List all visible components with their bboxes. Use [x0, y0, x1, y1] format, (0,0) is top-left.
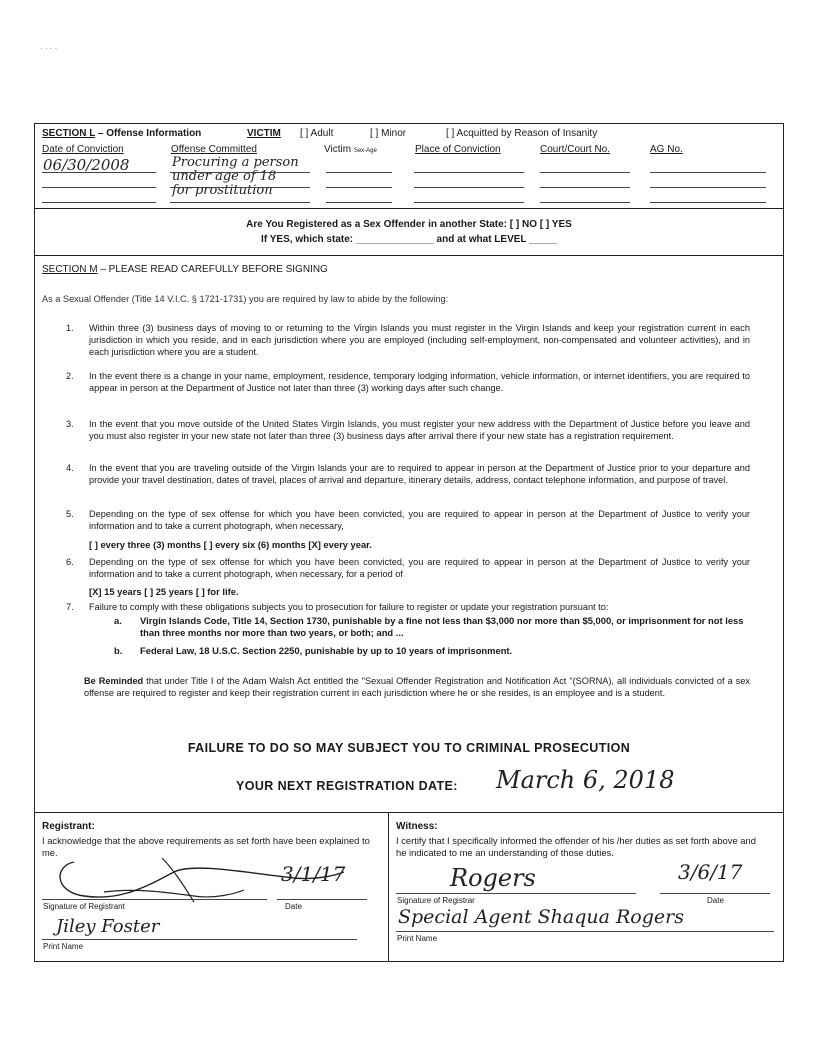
- col-ag-no: AG No.: [650, 144, 683, 155]
- section-m-intro: As a Sexual Offender (Title 14 V.I.C. § 1721-1731) you are required by law to abide by the following:: [42, 294, 449, 304]
- list-item-6: 6. Depending on the type of sex offense for which you have been convicted, you are required to appear in person at the Department of Justice to verify your information and to take a current photograph, when necessary, for a period of: [66, 557, 750, 579]
- section-m-heading: [42, 264, 328, 275]
- ag-line-2: [650, 187, 766, 188]
- list-item-4: 4. In the event that you are traveling outside of the Virgin Islands your are to required to appear in person at the Department of Justice prior to your departure and provide your travel destination, dates of travel, places of arrival and departure, itinerary details, address, contact telephone information, and purpose of travel.: [66, 463, 750, 485]
- section-l-title: SECTION L: [42, 128, 96, 139]
- victim-line-3: [326, 202, 392, 203]
- offense-value[interactable]: [172, 156, 299, 198]
- section-l-heading: [42, 128, 201, 139]
- registered-question: Are You Registered as a Sex Offender in another State: [ ] NO [ ] YES: [246, 219, 572, 230]
- registrant-date-value[interactable]: 3/1/17: [281, 862, 346, 886]
- registrant-date-label: Date: [285, 902, 302, 911]
- registrant-signature-label: Signature of Registrant: [43, 902, 125, 911]
- section-l-title-rest: – Offense Information: [95, 128, 202, 139]
- registrant-print-line: [42, 939, 357, 940]
- witness-date-value[interactable]: 3/6/17: [678, 860, 743, 884]
- witness-date-line: [660, 893, 770, 894]
- witness-signature-label: Signature of Registrar: [397, 896, 475, 905]
- witness-signature[interactable]: Rogers: [450, 864, 536, 892]
- witness-print-name-value[interactable]: Special Agent Shaqua Rogers: [398, 906, 684, 928]
- be-reminded-paragraph: Be Reminded that under Title I of the Adam Walsh Act entitled the "Sexual Offender Registration and Notification Act "(SORNA), all individuals convicted of a sex offense are required to register and keep their registration current in each jurisdiction where he or she resides, is an employee and is a student.: [84, 676, 750, 698]
- offense-line-2: under age of 18: [172, 169, 277, 184]
- offense-line-u1: [170, 172, 310, 173]
- minor-checkbox[interactable]: [ ] Minor: [370, 128, 407, 139]
- offense-line-u3: [170, 202, 310, 203]
- sub-b-label: b.: [114, 645, 123, 656]
- list-item-3: 3. In the event that you move outside of the United States Virgin Islands, you must register your new address with the Department of Justice before you leave and you must also register in your new state not later than three (3) business days after arrival there if your new state has a registration requirement.: [66, 419, 750, 441]
- section-m-title-rest: – PLEASE READ CAREFULLY BEFORE SIGNING: [97, 264, 328, 275]
- list-item-1: 1. Within three (3) business days of moving to or returning to the Virgin Islands you must register in the Virgin Islands and keep your registration current in each jurisdiction in which you reside, and in each jurisdiction where you are employed (including self-employment, non-compensated and volunteer activities), and in each jurisdiction where you are a student.: [66, 323, 750, 357]
- col-court-no: Court/Court No.: [540, 144, 611, 155]
- date-line-1: [42, 172, 156, 173]
- list-item-5: 5. Depending on the type of sex offense for which you have been convicted, you are required to appear in person at the Department of Justice to verify your information and to take a current photograph, when necessary,: [66, 509, 750, 531]
- col-offense-committed: Offense Committed: [171, 144, 257, 155]
- acquitted-checkbox[interactable]: [ ] Acquitted by Reason of Insanity: [446, 128, 598, 139]
- witness-certification: I certify that I specifically informed the offender of his /her duties as set forth above and he indicated to me an understanding of those duties.: [396, 835, 756, 858]
- ag-line-3: [650, 202, 766, 203]
- victim-line-2: [326, 187, 392, 188]
- section-m-title: SECTION M: [42, 264, 98, 275]
- place-line-2: [414, 187, 524, 188]
- victim-label: VICTIM: [247, 128, 281, 139]
- witness-date-label: Date: [707, 896, 724, 905]
- adult-checkbox[interactable]: [ ] Adult: [300, 128, 334, 139]
- witness-print-line: [396, 931, 774, 932]
- registration-question-box: [34, 208, 784, 256]
- date-line-2: [42, 187, 156, 188]
- col-place-of-conviction: Place of Conviction: [415, 144, 501, 155]
- offense-line-1: Procuring a person: [172, 155, 299, 170]
- next-registration-date[interactable]: March 6, 2018: [496, 766, 675, 794]
- sub-a-label: a.: [114, 615, 122, 626]
- court-line-1: [540, 172, 630, 173]
- failure-warning: FAILURE TO DO SO MAY SUBJECT YOU TO CRIMINAL PROSECUTION: [187, 741, 631, 755]
- next-registration-label: YOUR NEXT REGISTRATION DATE:: [236, 779, 458, 793]
- court-line-2: [540, 187, 630, 188]
- list-item-2: 2. In the event there is a change in your name, employment, residence, temporary lodging information, vehicle information, or internet identifiers, you are required to appear in person at the Department of Justice not later than three (3) working days after such change.: [66, 371, 750, 393]
- date-line-3: [42, 202, 156, 203]
- which-state-question: If YES, which state: ______________ and at what LEVEL _____: [261, 234, 557, 245]
- col-victim-age: Victim Sex-Age: [324, 144, 377, 155]
- witness-print-label: Print Name: [397, 934, 438, 943]
- offense-line-3: for prostitution: [172, 183, 273, 198]
- sub-b-text: Federal Law, 18 U.S.C. Section 2250, punishable by up to 10 years of imprisonment.: [140, 645, 513, 656]
- offense-line-u2: [170, 187, 310, 188]
- stray-marks: - - - -: [40, 44, 58, 53]
- witness-signature-line: [396, 893, 636, 894]
- registrant-date-line: [277, 899, 367, 900]
- conviction-date-value[interactable]: 06/30/2008: [43, 156, 130, 174]
- sub-a-text: Virgin Islands Code, Title 14, Section 1730, punishable by a fine not less than $3,000 nor more than $5,000, or imprisonment for not less than three months nor more than two years, or both; and ...: [140, 615, 744, 638]
- place-line-1: [414, 172, 524, 173]
- list-item-7: 7. Failure to comply with these obligations subjects you to prosecution for failure to register or update your registration pursuant to:: [66, 602, 609, 612]
- registrant-acknowledgement: I acknowledge that the above requirements as set forth have been explained to me.: [42, 835, 370, 858]
- registrant-print-label: Print Name: [43, 942, 84, 951]
- victim-line-1: [326, 172, 392, 173]
- item5-frequency-options[interactable]: [ ] every three (3) months [ ] every six (6) months [X] every year.: [89, 539, 372, 550]
- registrant-print-name-value[interactable]: Jiley Foster: [56, 916, 160, 937]
- witness-heading: Witness:: [396, 821, 438, 832]
- ag-line-1: [650, 172, 766, 173]
- col-date-of-conviction: Date of Conviction: [42, 144, 124, 155]
- court-line-3: [540, 202, 630, 203]
- registrant-heading: Registrant:: [42, 821, 95, 832]
- place-line-3: [414, 202, 524, 203]
- registrant-signature-line: [42, 899, 267, 900]
- item6-period-options[interactable]: [X] 15 years [ ] 25 years [ ] for life.: [89, 586, 239, 597]
